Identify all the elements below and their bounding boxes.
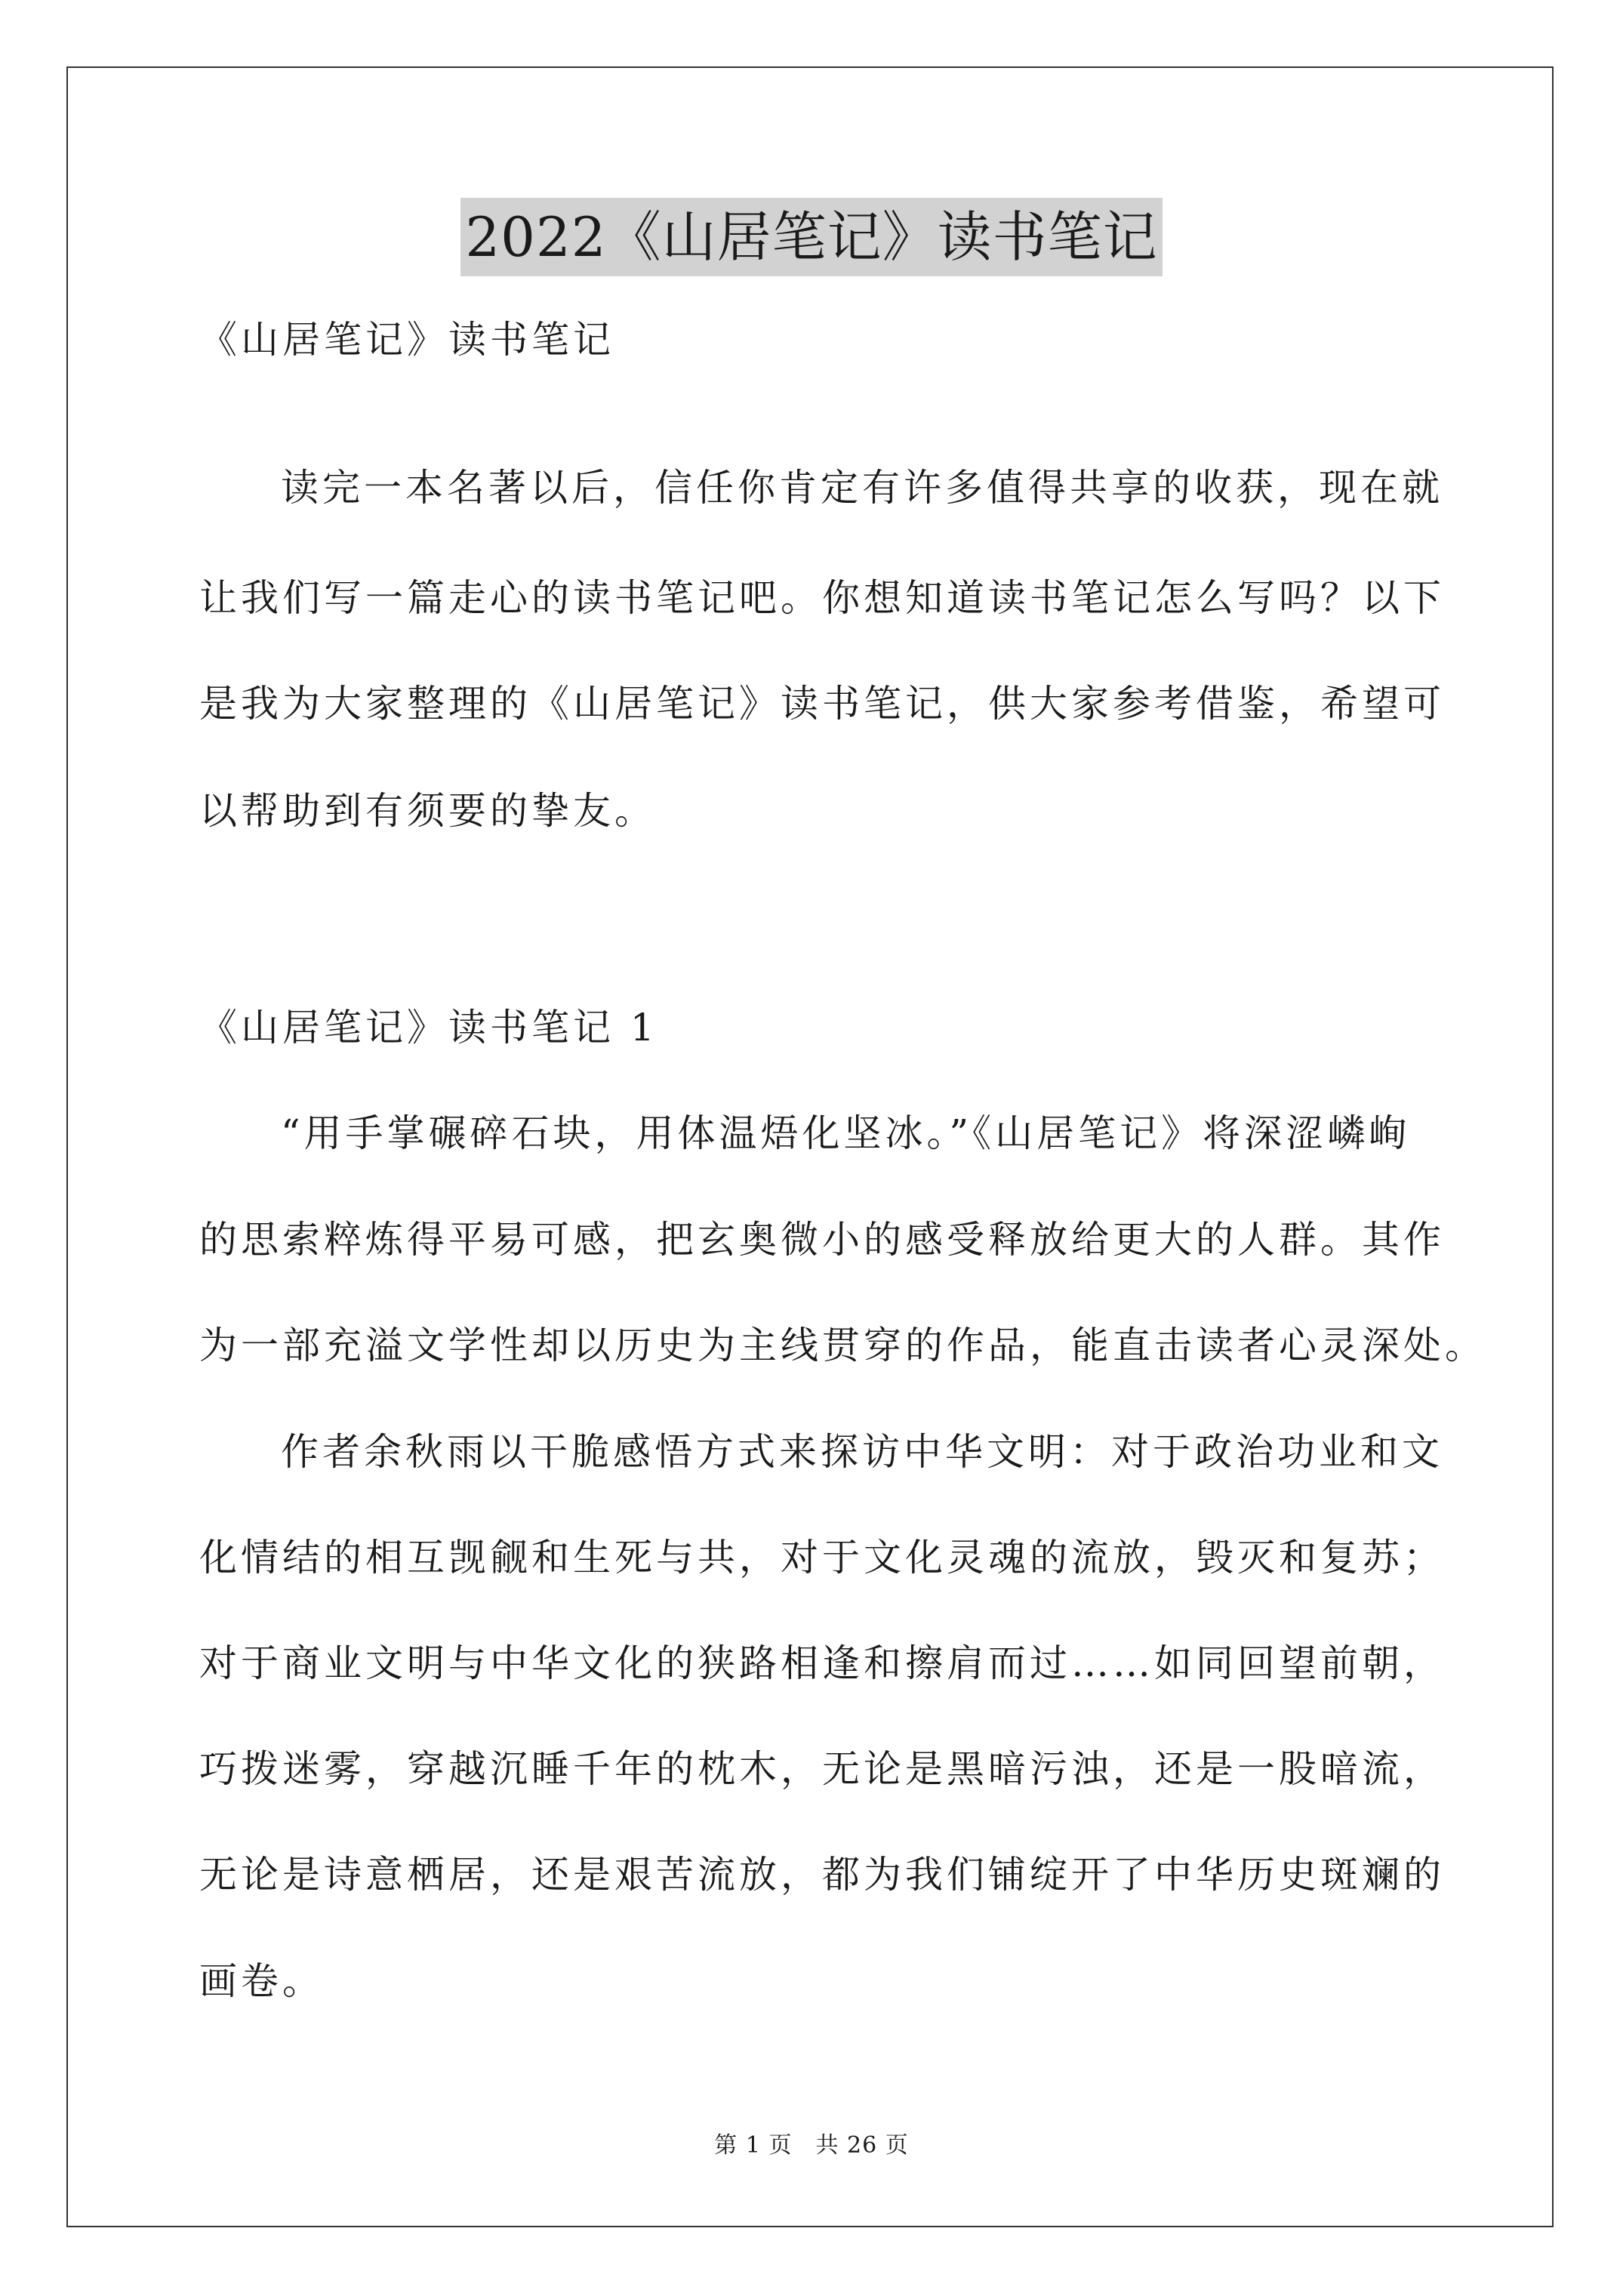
subtitle: 《山居笔记》读书笔记: [199, 318, 614, 362]
paragraph-line: 的思索粹炼得平易可感，把玄奥微小的感受释放给更大的人群。其作: [199, 1218, 1445, 1262]
intro-line: 读完一本名著以后，信任你肯定有许多值得共享的收获，现在就: [281, 466, 1443, 510]
intro-line: 是我为大家整理的《山居笔记》读书笔记，供大家参考借鉴，希望可: [199, 682, 1445, 726]
paragraph-line: 作者余秋雨以干脆感悟方式来探访中华文明：对于政治功业和文: [281, 1430, 1443, 1474]
paragraph-line: 对于商业文明与中华文化的狭路相逢和擦肩而过……如同回望前朝，: [199, 1641, 1445, 1685]
paragraph-line: 化情结的相互觊觎和生死与共，对于文化灵魂的流放，毁灭和复苏；: [199, 1536, 1445, 1579]
paragraph-line: 巧拨迷雾，穿越沉睡千年的枕木，无论是黑暗污浊，还是一股暗流，: [199, 1747, 1445, 1791]
paragraph-line: 无论是诗意栖居，还是艰苦流放，都为我们铺绽开了中华历史斑斓的: [199, 1853, 1445, 1897]
intro-line: 让我们写一篇走心的读书笔记吧。你想知道读书笔记怎么写吗？以下: [199, 576, 1445, 620]
paragraph-line: “用手掌碾碎石块，用体温焐化坚冰。”《山居笔记》将深涩嶙峋: [281, 1111, 1411, 1155]
document-title: 2022《山居笔记》读书笔记: [460, 198, 1162, 276]
paragraph-line: 画卷。: [199, 1959, 324, 2003]
title-container: [0, 198, 1623, 276]
page-number: 第 1 页 共 26 页: [714, 2132, 909, 2159]
paragraph-line: 为一部充溢文学性却以历史为主线贯穿的作品，能直击读者心灵深处。: [199, 1324, 1486, 1367]
intro-line: 以帮助到有须要的挚友。: [199, 789, 656, 833]
section-heading: 《山居笔记》读书笔记 1: [199, 1006, 658, 1049]
